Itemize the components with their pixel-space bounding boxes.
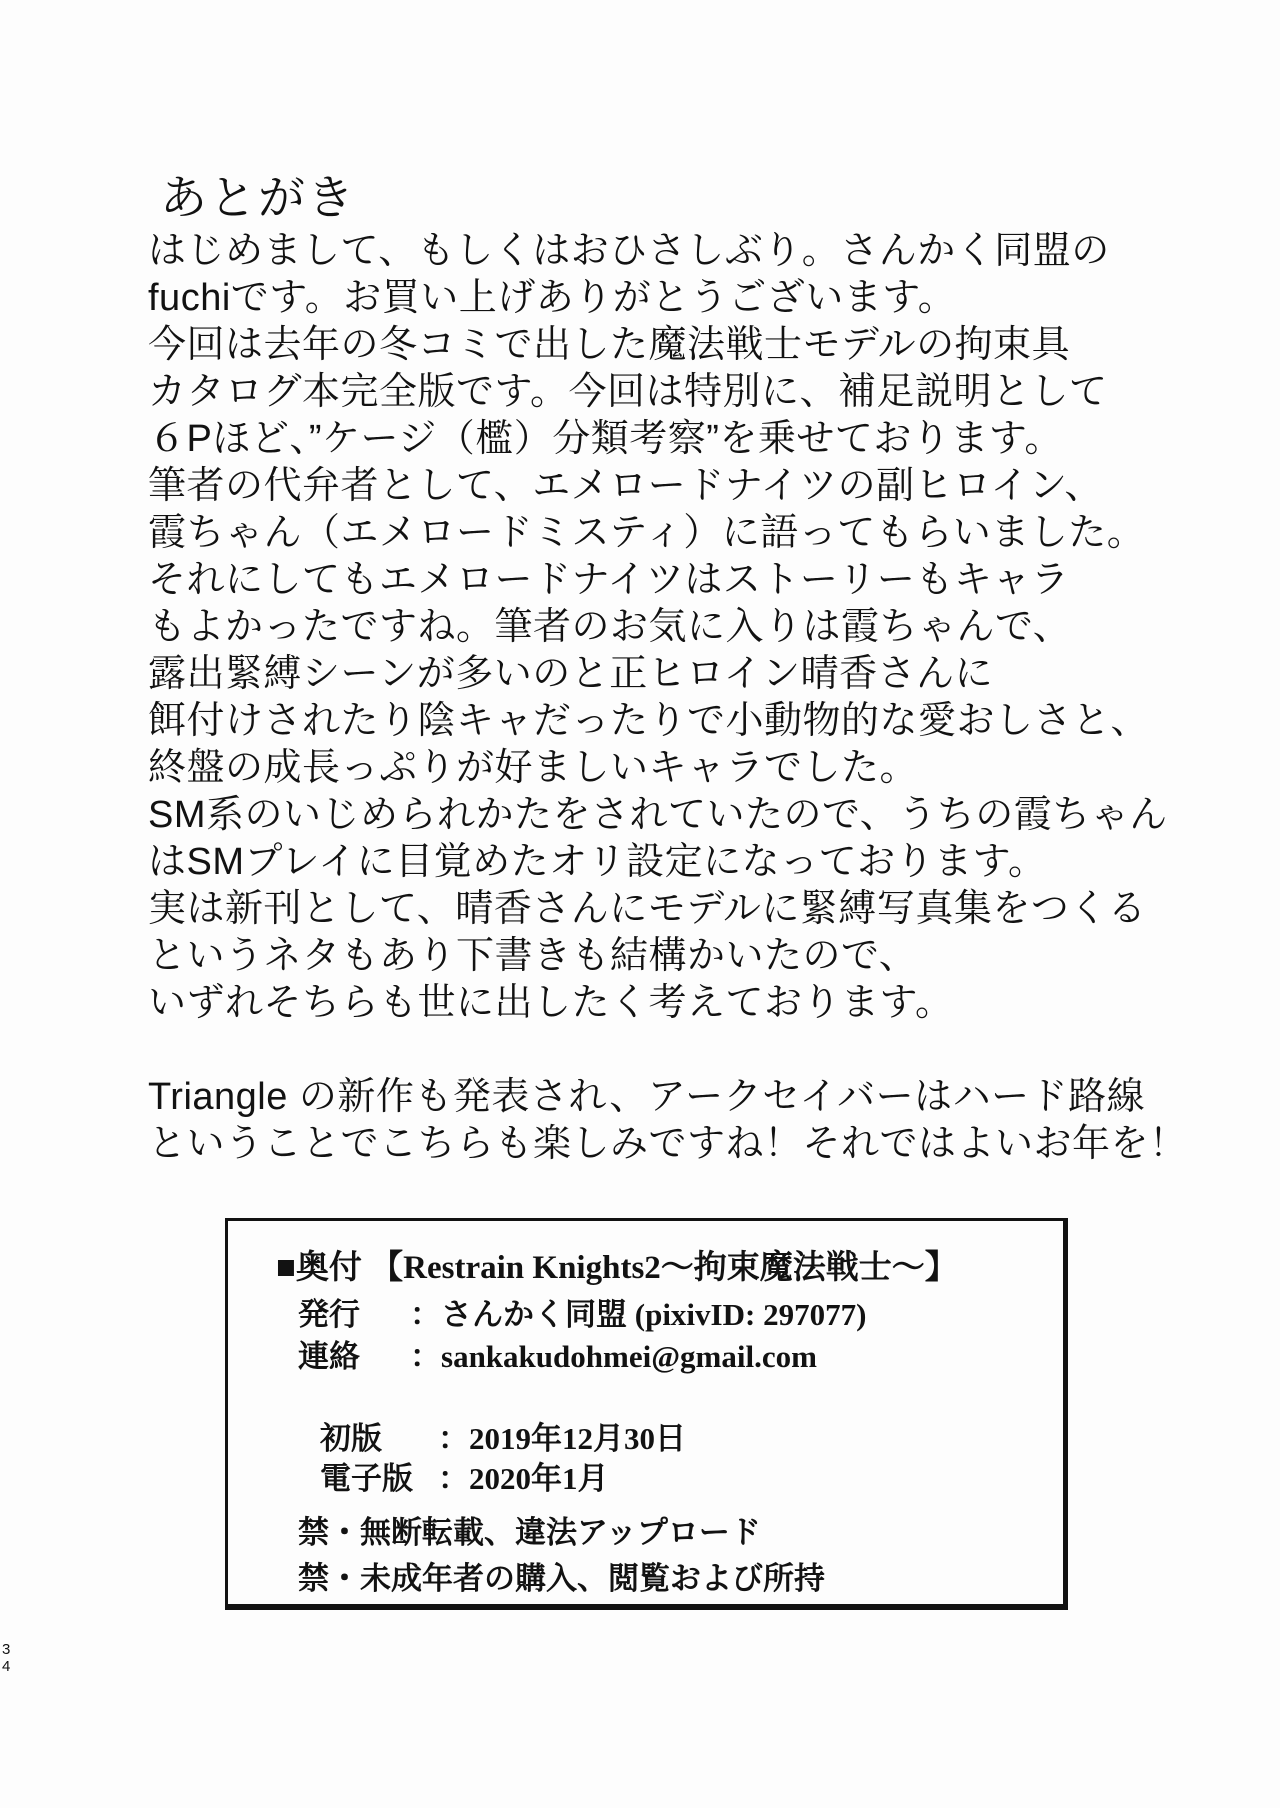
afterword-line: 餌付けされたり陰キャだったりで小動物的な愛おしさと、 [148,700,1150,742]
colophon-title: ■奥付 【Restrain Knights2～拘束魔法戦士～】 [276,1250,958,1286]
afterword-line: 露出緊縛シーンが多いのと正ヒロイン晴香さんに [148,653,994,695]
page-number-digit: 3 [2,1641,11,1658]
colophon-box [225,1218,1068,1610]
digital-edition-row [320,1459,1063,1499]
contact-row [298,1337,1063,1377]
page-number [2,1641,10,1675]
afterword-line: 実は新刊として、晴香さんにモデルに緊縛写真集をつくる [148,888,1147,930]
afterword-line: 霞ちゃん（エメロードミスティ）に語ってもらいました。 [148,512,1146,554]
afterword-body [148,228,1188,1168]
afterword-line: 筆者の代弁者として、エメロードナイツの副ヒロイン、 [148,465,1103,507]
afterword-line: Triangle の新作も発表され、アークセイバーはハード路線 [148,1076,1146,1118]
afterword-line: いずれそちらも世に出したく考えております。 [148,982,954,1024]
first-edition-row [320,1419,1063,1459]
afterword-line: fuchiです。お買い上げありがとうございます。 [148,277,957,319]
prohibition-no-minors: 禁・未成年者の購入、閲覧および所持 [298,1561,825,1596]
afterword-line: それにしてもエメロードナイツはストーリーもキャラ [148,559,1070,601]
afterword-line: カタログ本完全版です。今回は特別に、補足説明として [148,371,1108,413]
first-edition-date: ：2019年12月30日 [438,1421,686,1456]
afterword-line: ということでこちらも楽しみですね！それではよいお年を！ [148,1123,1188,1165]
contact-label: 連絡 [298,1339,360,1374]
afterword-line: SM系のいじめられかたをされていたので、うちの霞ちゃん [148,794,1168,836]
afterword-line: もよかったですね。筆者のお気に入りは霞ちゃんで、 [148,606,1072,648]
afterword-line: というネタもあり下書きも結構かいたので、 [148,935,918,977]
afterword-line: ６Pほど、”ケージ（檻）分類考察”を乗せております。 [148,418,1063,460]
contact-email: ：sankakudohmei@gmail.com [410,1339,817,1374]
afterword-line: 今回は去年の冬コミで出した魔法戦士モデルの拘束具 [148,324,1071,366]
prohibition-no-reupload: 禁・無断転載、違法アップロード [298,1515,761,1550]
afterword-line: 終盤の成長っぷりが好ましいキャラでした。 [148,747,919,789]
digital-edition-label: 電子版 [320,1461,413,1496]
publisher-row [298,1295,1063,1335]
first-edition-label: 初版 [320,1421,382,1456]
publisher-label: 発行 [298,1297,360,1332]
afterword-line: はじめまして、もしくはおひさしぶり。さんかく同盟の [148,230,1110,272]
afterword-blank-line [148,1027,1188,1074]
page-number-digit: 4 [2,1658,11,1675]
digital-edition-date: ：2020年1月 [438,1461,609,1496]
publisher-value: ：さんかく同盟 (pixivID: 297077) [410,1297,867,1332]
afterword-line: はSMプレイに目覚めたオリ設定になっております。 [148,841,1047,883]
afterword-title: あとがき [160,171,356,225]
